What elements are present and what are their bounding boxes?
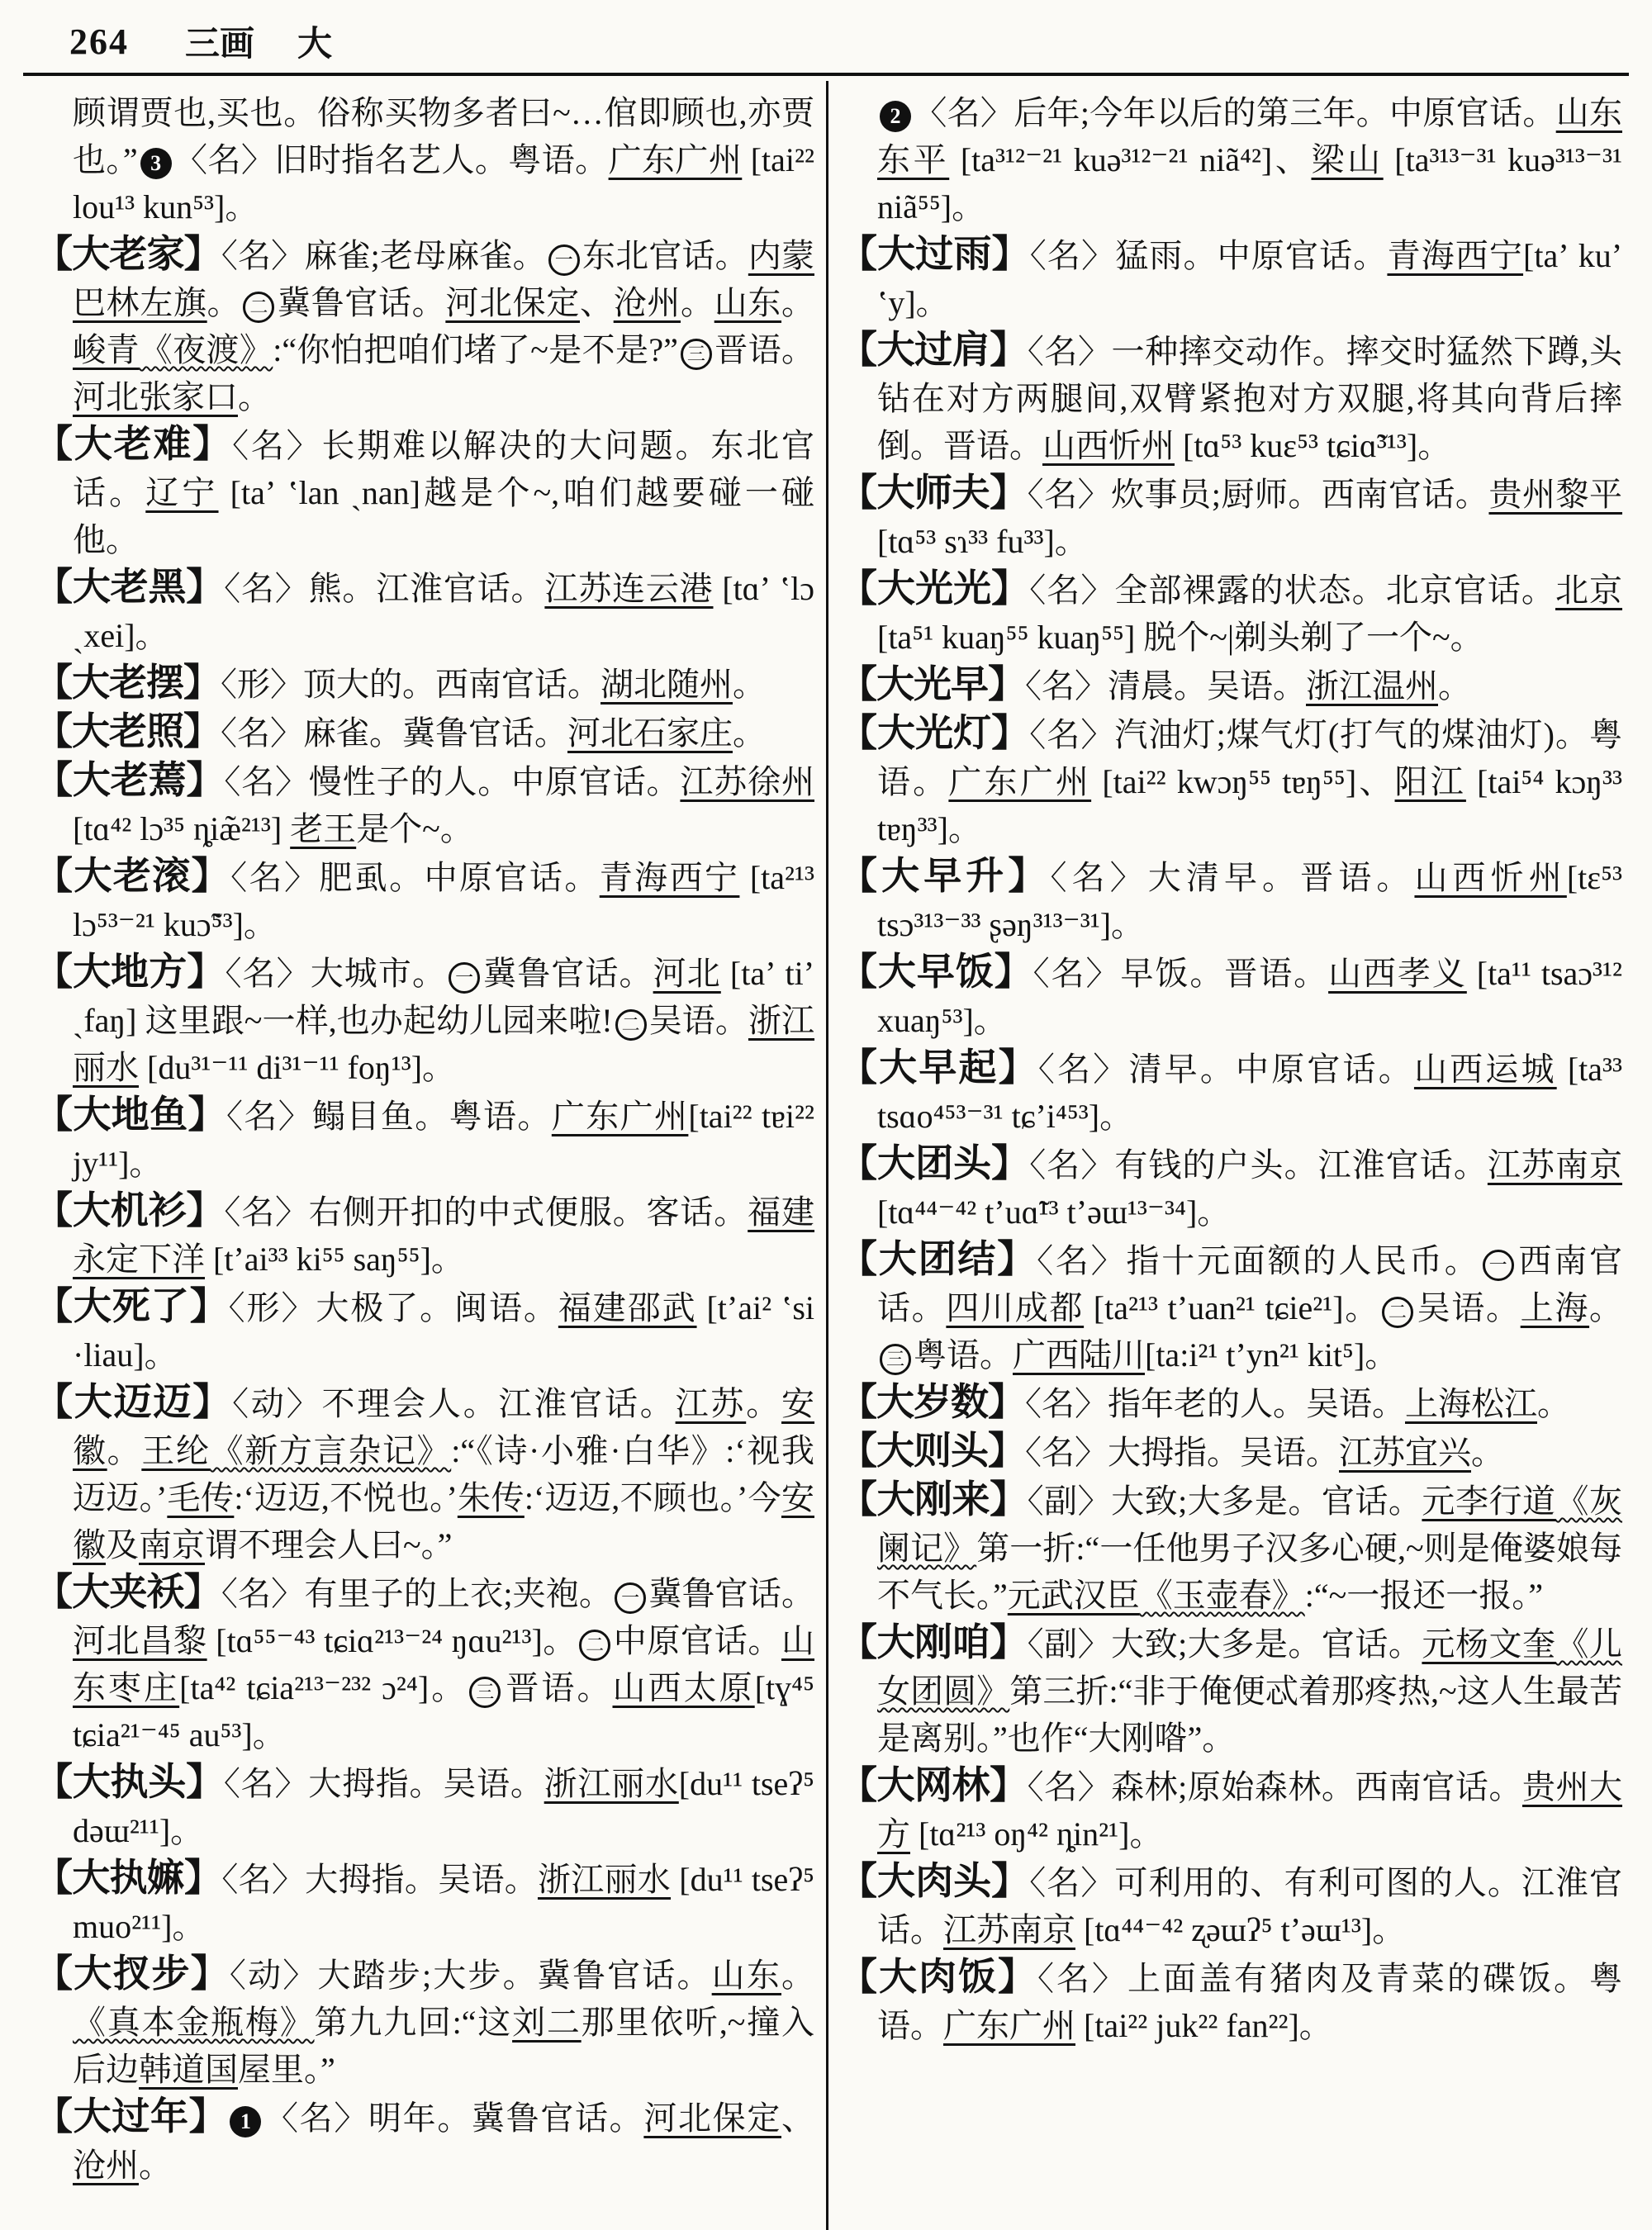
- entry-text: [tɑʼ ʽlɔ ˎxei]。: [73, 570, 815, 654]
- entry-text: 〈副〉大致;大多是。官话。: [1027, 1625, 1422, 1663]
- entry-text: 〈名〉早饭。晋语。: [1032, 955, 1329, 992]
- entry-text: 〈动〉不理会人。江淮官话。: [232, 1385, 676, 1422]
- entry-headword: 【大地鱼】: [35, 1094, 226, 1136]
- proper-name: 四川成都: [946, 1289, 1085, 1326]
- entry-text: [taʼ kuʼ ʽy]。: [877, 237, 1623, 321]
- sense-number-marker: 一: [548, 244, 580, 276]
- dictionary-entry: [839, 1427, 1622, 1476]
- sense-number-badge: 3: [140, 148, 172, 179]
- entry-headword: 【大早升】: [839, 855, 1051, 897]
- entry-text: 〈名〉可利用的、有利可图的人。江淮官话。: [877, 1864, 1623, 1948]
- dictionary-entry: [839, 852, 1622, 948]
- proper-name: 江苏连云港: [544, 570, 714, 607]
- entry-headword: 【大过雨】: [839, 233, 1030, 275]
- proper-name: 沧州: [613, 284, 681, 321]
- entry-headword: 【大光早】: [839, 663, 1025, 705]
- dictionary-entry: [839, 469, 1622, 565]
- entry-headword: 【大早起】: [839, 1046, 1038, 1089]
- dictionary-entry: [35, 1758, 814, 1854]
- dictionary-entry: [839, 1378, 1622, 1427]
- entry-headword: 【大过肩】: [839, 329, 1028, 371]
- entry-text: 〈名〉旧时指名艺人。粤语。: [173, 141, 609, 178]
- entry-text: [ta¹¹ tsaɔ³¹² xuaŋ⁵³]。: [877, 955, 1623, 1039]
- entry-text: [ta⁴² tɕia²¹³⁻²³² ɔ²⁴]。: [179, 1669, 468, 1706]
- entry-text: 〈名〉大拇指。吴语。: [223, 1765, 544, 1802]
- entry-headword: 【大刚咱】: [839, 1621, 1028, 1663]
- dictionary-entry: [35, 1283, 814, 1378]
- book-title: 《新方言杂记》: [210, 1432, 452, 1469]
- dictionary-entry: [839, 661, 1622, 709]
- entry-text: 〈形〉顶大的。西南官话。: [221, 666, 601, 703]
- proper-name: 内蒙巴林左旗: [73, 237, 814, 321]
- entry-text: [ta:i²¹ tʼyn²¹ kit⁵]。: [1145, 1336, 1398, 1374]
- entry-text: 〈名〉肥虱。中原官话。: [230, 859, 600, 896]
- dictionary-entry: [35, 89, 814, 230]
- entry-text: :“你怕把咱们堵了~是不是?”: [273, 331, 678, 368]
- sense-number-marker: 三: [880, 1344, 911, 1375]
- entry-text: 。: [238, 378, 271, 415]
- entry-headword: 【大老难】: [35, 423, 233, 465]
- entry-text: [tɑ⁴⁴⁻⁴² ʐəɯʔ⁵ tʼəɯ¹³]。: [1075, 1911, 1406, 1948]
- entry-text: 是个~。: [356, 810, 473, 847]
- proper-name: 江苏徐州: [680, 763, 815, 800]
- entry-text: 〈名〉鳎目鱼。粤语。: [225, 1098, 552, 1135]
- proper-name: 江苏宜兴: [1339, 1434, 1471, 1471]
- entry-headword: 【大老家】: [35, 233, 221, 275]
- proper-name: 山东枣庄: [73, 1622, 815, 1706]
- entry-text: 。: [681, 284, 714, 321]
- entry-text: 那里依听,~撞入后边: [73, 2004, 815, 2088]
- entry-text: 〈名〉大清早。晋语。: [1050, 859, 1415, 896]
- dictionary-entry: [35, 852, 814, 948]
- entry-headword: 【大死了】: [35, 1285, 229, 1327]
- entry-text: [tɑ⁵³ kuɛ⁵³ tɕiɑ̃³¹³]。: [1175, 427, 1451, 464]
- entry-text: 〈副〉大致;大多是。官话。: [1027, 1483, 1422, 1520]
- proper-name: 青海西宁: [1387, 237, 1524, 274]
- dictionary-entry: [35, 1378, 814, 1568]
- dictionary-entry: [35, 708, 814, 757]
- book-title: 《灰阑记》: [877, 1483, 1623, 1567]
- entry-text: 〈名〉炊事员;厨师。西南官话。: [1027, 476, 1489, 513]
- book-title: 《儿女团圆》: [877, 1625, 1623, 1710]
- entry-text: 〈名〉清早。中原官话。: [1037, 1051, 1414, 1088]
- section-title: 三画: [185, 26, 255, 64]
- page-header: [69, 15, 332, 68]
- proper-name: 王纶: [141, 1432, 211, 1469]
- entry-text: [ta²¹³ tʼuan²¹ tɕie²¹]。: [1084, 1289, 1379, 1326]
- sense-number-marker: 三: [681, 339, 712, 370]
- entry-text: 冀鲁官话。: [277, 284, 446, 321]
- entry-text: 第九九回:“这: [314, 2004, 513, 2041]
- entry-headword: 【大执头】: [35, 1761, 224, 1803]
- entry-text: [taʼ ʽlan ˎnan]越是个~,咱们越要碰一碰他。: [73, 474, 815, 558]
- proper-name: 沧州: [73, 2147, 139, 2184]
- dictionary-entry: [839, 1858, 1622, 1953]
- entry-text: 晋语。: [503, 1669, 613, 1706]
- dictionary-entry: [35, 230, 814, 420]
- entry-text: [tɛ⁵³ tsɔ³¹³⁻³³ ʂəŋ³¹³⁻³¹]。: [877, 859, 1623, 943]
- proper-name: 毛传: [167, 1479, 235, 1516]
- proper-name: 江苏南京: [943, 1911, 1075, 1948]
- sense-number-marker: 二: [579, 1630, 610, 1661]
- radical-title: 大: [297, 26, 333, 64]
- proper-name: 浙江丽水: [537, 1861, 672, 1898]
- entry-headword: 【大刚来】: [839, 1478, 1028, 1521]
- dictionary-entry: [839, 1476, 1622, 1619]
- entry-text: [tai⁵⁴ kɔŋ³³ tɐŋ³³]。: [877, 763, 1622, 847]
- entry-text: :‘迈迈,不悦也。’: [234, 1479, 458, 1516]
- dictionary-entry: [35, 420, 814, 563]
- proper-name: 河北石家庄: [567, 714, 733, 752]
- entry-text: [tʼai² ʽsi ·liau]。: [73, 1289, 815, 1374]
- proper-name: 贵州黎平: [1488, 476, 1623, 513]
- dictionary-entry: [35, 563, 814, 659]
- entry-text: 中原官话。: [613, 1622, 782, 1659]
- entry-text: [tɑ⁴⁴⁻⁴² tʼuɑ̃¹³ tʼəɯ¹³⁻³⁴]。: [877, 1193, 1231, 1231]
- proper-name: 河北张家口: [73, 378, 238, 415]
- proper-name: 广东广州: [948, 763, 1092, 800]
- entry-headword: 【大老摆】: [35, 662, 221, 704]
- proper-name: 浙江丽水: [544, 1765, 679, 1802]
- book-title: 《夜渡》: [139, 331, 273, 368]
- entry-headword: 【大光灯】: [839, 712, 1030, 754]
- sense-number-marker: 三: [469, 1677, 501, 1708]
- sense-number-marker: 一: [1483, 1250, 1514, 1281]
- entry-text: 、: [580, 284, 614, 321]
- entry-text: 〈名〉全部裸露的状态。北京官话。: [1029, 572, 1555, 609]
- proper-name: 上海松江: [1405, 1385, 1537, 1422]
- entry-headword: 【大团结】: [839, 1238, 1037, 1280]
- entry-headword: 【大团头】: [839, 1142, 1030, 1184]
- entry-headword: 【大迈迈】: [35, 1381, 233, 1423]
- dictionary-entry: [839, 565, 1622, 661]
- entry-text: [tɑ⁵⁵⁻⁴³ tɕiɑ²¹³⁻²⁴ ŋɑu²¹³]。: [206, 1622, 577, 1659]
- right-column: [839, 89, 1622, 2049]
- entry-text: 。: [781, 1957, 815, 1994]
- entry-text: 〈名〉麻雀;老母麻雀。: [221, 237, 546, 274]
- dictionary-entry: [839, 1044, 1622, 1140]
- sense-number-marker: 一: [615, 1582, 646, 1614]
- entry-text: 屋里。”: [238, 2051, 335, 2088]
- entry-text: 〈名〉后年;今年以后的第三年。中原官话。: [914, 94, 1556, 131]
- dictionary-entry: [839, 948, 1622, 1044]
- proper-name: 浙江温州: [1306, 667, 1438, 705]
- sense-number-marker: 二: [615, 1009, 647, 1041]
- entry-text: [tai²² tɐi²² jy¹¹]。: [73, 1098, 815, 1182]
- entry-text: 及: [106, 1526, 139, 1563]
- entry-headword: 【大地方】: [35, 951, 225, 993]
- entry-text: 。: [781, 284, 815, 321]
- entry-text: 〈形〉大极了。闽语。: [228, 1289, 558, 1326]
- proper-name: 广东广州: [608, 141, 743, 178]
- book-title: 《玉壶春》: [1139, 1577, 1305, 1614]
- entry-text: 。: [746, 1385, 782, 1422]
- dictionary-entry: [839, 1953, 1622, 2049]
- entry-text: [ta²¹³ lɔ⁵³⁻²¹ kuɔ̃⁵³]。: [73, 859, 815, 943]
- proper-name: 广东广州: [551, 1098, 689, 1135]
- entry-headword: 【大肉饭】: [839, 1956, 1037, 1998]
- entry-text: 〈名〉森林;原始森林。西南官话。: [1027, 1768, 1522, 1805]
- entry-text: :‘迈迈,不顾也。’今: [524, 1479, 781, 1516]
- entry-text: [du³¹⁻¹¹ di³¹⁻¹¹ foŋ¹³]。: [139, 1049, 456, 1086]
- dictionary-entry: [35, 1091, 814, 1187]
- dictionary-entry: [839, 89, 1622, 230]
- entry-text: 〈动〉大踏步;大步。冀鲁官话。: [229, 1957, 712, 1994]
- entry-headword: 【大执嫲】: [35, 1857, 222, 1899]
- dictionary-entry: [35, 1950, 814, 2093]
- proper-name: 朱传: [457, 1479, 525, 1516]
- entry-text: 〈名〉指十元面额的人民币。: [1037, 1242, 1480, 1279]
- entry-text: 〈名〉慢性子的人。中原官话。: [224, 763, 681, 800]
- proper-name: 河北保定: [445, 284, 581, 321]
- entry-text: 〈名〉有里子的上衣;夹袍。: [221, 1575, 613, 1612]
- proper-name: 河北: [653, 955, 721, 992]
- dictionary-entry: [35, 659, 814, 708]
- entry-headword: 【大老蔫】: [35, 759, 225, 801]
- dictionary-entry: [35, 948, 814, 1091]
- entry-text: 〈名〉长期难以解决的大问题。东北官话。: [73, 427, 815, 511]
- entry-headword: 【大老照】: [35, 710, 221, 752]
- entry-text: 冀鲁官话。: [648, 1575, 814, 1612]
- entry-headword: 【大过年】: [35, 2095, 228, 2137]
- entry-text: [tʼai³³ ki⁵⁵ saŋ⁵⁵]。: [205, 1241, 464, 1278]
- proper-name: 福建邵武: [558, 1289, 697, 1326]
- entry-headword: 【大早饭】: [839, 951, 1033, 993]
- proper-name: 元杨文奎: [1422, 1625, 1556, 1663]
- entry-headword: 【大肉头】: [839, 1860, 1030, 1902]
- proper-name: 安徽: [73, 1479, 814, 1563]
- dictionary-entry: [35, 1187, 814, 1283]
- entry-headword: 【大网林】: [839, 1764, 1028, 1806]
- proper-name: 江苏南京: [1487, 1146, 1623, 1184]
- proper-name: 广西陆川: [1013, 1336, 1145, 1374]
- proper-name: 峻青: [73, 331, 140, 368]
- proper-name: 山西孝义: [1328, 955, 1467, 992]
- proper-name: 辽宁: [145, 474, 219, 511]
- entry-text: [tɣ⁴⁵ tɕia²¹⁻⁴⁵ au⁵³]。: [73, 1669, 815, 1753]
- proper-name: 贵州大方: [877, 1768, 1623, 1853]
- entry-text: [tɑ⁴² lɔ³⁵ ȵiæ̃²¹³]: [73, 810, 291, 847]
- dictionary-entry: [839, 1762, 1622, 1858]
- entry-text: [du¹¹ tseʔ⁵ muo²¹¹]。: [73, 1861, 815, 1945]
- dictionary-entry: [35, 1854, 814, 1950]
- proper-name: 浙江丽水: [73, 1002, 815, 1086]
- entry-text: 第一折:“一任他男子汉多心硬,~则是俺婆娘每不气长。”: [877, 1530, 1622, 1614]
- entry-text: [du¹¹ tseʔ⁵ dəɯ²¹¹]。: [73, 1765, 815, 1849]
- entry-text: :“《诗·小雅·白华》:‘视我迈迈。’: [73, 1432, 815, 1516]
- entry-headword: 【大岁数】: [839, 1381, 1025, 1423]
- sense-number-badge: 2: [880, 101, 911, 132]
- entry-headword: 【大夹袄】: [35, 1571, 221, 1613]
- dictionary-entry: [839, 1236, 1622, 1378]
- dictionary-entry: [35, 1568, 814, 1758]
- sense-number-marker: 一: [449, 962, 480, 994]
- proper-name: 福建永定下洋: [73, 1193, 815, 1278]
- book-title: 《真本金瓶梅》: [73, 2004, 315, 2041]
- entry-text: 〈名〉麻雀。冀鲁官话。: [221, 714, 567, 752]
- entry-text: 。: [206, 284, 241, 321]
- entry-text: 〈名〉明年。冀鲁官话。: [263, 2100, 644, 2137]
- entry-text: [tai²² kwɔŋ⁵⁵ tɐŋ⁵⁵]、: [1091, 763, 1395, 800]
- proper-name: 江苏: [675, 1385, 747, 1422]
- entry-headword: 【大机衫】: [35, 1189, 225, 1231]
- proper-name: 山东: [714, 284, 782, 321]
- entry-text: 、: [781, 2100, 815, 2137]
- sense-number-badge: 1: [230, 2106, 261, 2137]
- entry-headword: 【大老滚】: [35, 855, 231, 897]
- entry-text: 。: [1537, 1385, 1570, 1422]
- entry-text: 〈名〉有钱的户头。江淮官话。: [1029, 1146, 1488, 1184]
- proper-name: 南京: [139, 1526, 205, 1563]
- dictionary-entry: [35, 757, 814, 852]
- proper-name: 山西忻州: [1042, 427, 1175, 464]
- header-rule: [23, 73, 1629, 76]
- proper-name: 北京: [1555, 572, 1623, 609]
- proper-name: 韩道国: [139, 2051, 238, 2088]
- entry-headword: 【大则头】: [839, 1430, 1025, 1472]
- entry-text: 〈名〉猛雨。中原官话。: [1029, 237, 1388, 274]
- entry-text: [taʼ tiʼ ˎfaŋ] 这里跟~一样,也办起幼儿园来啦!: [73, 955, 815, 1039]
- proper-name: 元李行道: [1422, 1483, 1556, 1520]
- sense-number-marker: 二: [1382, 1297, 1413, 1328]
- dictionary-entry: [839, 326, 1622, 469]
- proper-name: 刘二: [512, 2004, 582, 2041]
- proper-name: 老王: [290, 810, 357, 847]
- entry-text: 。: [1438, 667, 1471, 705]
- entry-text: 粤语。: [914, 1336, 1013, 1374]
- entry-text: [tɑ²¹³ oŋ⁴² ȵin²¹]。: [910, 1815, 1163, 1853]
- entry-text: 。: [733, 666, 766, 703]
- proper-name: 山东: [711, 1957, 782, 1994]
- entry-text: [ta³³ tsɑo⁴⁵³⁻³¹ tɕʼi⁴⁵³]。: [877, 1051, 1623, 1135]
- proper-name: 元武汉臣: [1007, 1577, 1140, 1614]
- page-number: 264: [69, 21, 129, 62]
- entry-text: 〈名〉清晨。吴语。: [1025, 667, 1306, 705]
- entry-text: 。: [107, 1432, 142, 1469]
- entry-text: 。: [1471, 1434, 1504, 1471]
- entry-text: 。: [733, 714, 766, 752]
- column-divider: [826, 81, 828, 2230]
- entry-headword: 【大扠步】: [35, 1952, 230, 1995]
- dictionary-entry: [839, 230, 1622, 326]
- entry-text: 〈名〉右侧开扣的中式便服。客话。: [224, 1193, 748, 1231]
- proper-name: 湖北随州: [601, 666, 733, 703]
- proper-name: 梁山: [1311, 141, 1384, 178]
- dictionary-entry: [35, 2093, 814, 2189]
- proper-name: 上海: [1520, 1289, 1590, 1326]
- proper-name: 安徽: [73, 1385, 815, 1469]
- entry-text: [ta³¹³⁻³¹ kuə³¹³⁻³¹ niã⁵⁵]。: [877, 141, 1623, 225]
- entry-headword: 【大师夫】: [839, 472, 1028, 514]
- entry-text: 顾谓贾也,买也。俗称买物多者曰~…倌即顾也,亦贾也。”: [73, 94, 814, 178]
- dictionary-entry: [839, 709, 1622, 852]
- proper-name: 阳江: [1394, 763, 1466, 800]
- entry-text: 晋语。: [714, 331, 815, 368]
- proper-name: 山西运城: [1413, 1051, 1557, 1088]
- entry-text: 〈名〉大拇指。吴语。: [221, 1861, 538, 1898]
- entry-text: 冀鲁官话。: [482, 955, 653, 992]
- entry-text: [ta⁵¹ kuaŋ⁵⁵ kuaŋ⁵⁵] 脱个~|剃头剃了一个~。: [877, 619, 1483, 656]
- left-column: [35, 89, 814, 2189]
- entry-text: [tai²² juk²² fan²²]。: [1075, 2007, 1332, 2044]
- entry-headword: 【大老黑】: [35, 566, 225, 608]
- entry-text: 吴语。: [1415, 1289, 1521, 1326]
- entry-text: 〈名〉大城市。: [225, 955, 447, 992]
- entry-text: 。: [139, 2147, 172, 2184]
- entry-text: 吴语。: [648, 1002, 748, 1039]
- entry-text: 东北官话。: [582, 237, 748, 274]
- entry-text: 〈名〉指年老的人。吴语。: [1025, 1385, 1405, 1422]
- entry-text: :“~一报还一报。”: [1304, 1577, 1544, 1614]
- entry-headword: 【大光光】: [839, 567, 1030, 610]
- proper-name: 山东东平: [877, 94, 1622, 178]
- entry-text: 〈名〉大拇指。吴语。: [1025, 1434, 1339, 1471]
- sense-number-marker: 二: [243, 292, 274, 323]
- entry-text: 〈名〉熊。江淮官话。: [224, 570, 545, 607]
- entry-text: 〈名〉上面盖有猪肉及青菜的碟饭。粤语。: [877, 1960, 1622, 2044]
- entry-text: [tai²² lou¹³ kun⁵³]。: [73, 141, 814, 225]
- entry-text: [tɑ⁵³ sɿ³³ fu³³]。: [877, 523, 1088, 560]
- dictionary-entry: [839, 1140, 1622, 1236]
- proper-name: 广东广州: [943, 2007, 1075, 2044]
- entry-text: [ta³¹²⁻²¹ kuə³¹²⁻²¹ niã⁴²]、: [949, 141, 1312, 178]
- proper-name: 青海西宁: [599, 859, 740, 896]
- entry-text: 第三折:“非于俺便忒着那疼热,~这人生最苦是离别。”也作“大刚喒”。: [877, 1672, 1623, 1757]
- entry-text: 。: [1589, 1289, 1623, 1326]
- proper-name: 河北保定: [643, 2100, 782, 2137]
- dictionary-entry: [839, 1619, 1622, 1762]
- proper-name: 山西忻州: [1414, 859, 1567, 896]
- proper-name: 河北昌黎: [73, 1622, 207, 1659]
- entry-text: 〈名〉一种摔交动作。摔交时猛然下蹲,头钻在对方两腿间,双臂紧抱对方双腿,将其向背后摔倒。晋语。: [877, 333, 1623, 464]
- entry-text: 西南官话。: [877, 1242, 1623, 1326]
- proper-name: 山西太原: [612, 1669, 755, 1706]
- entry-text: 〈名〉汽油灯;煤气灯(打气的煤油灯)。粤语。: [877, 716, 1622, 800]
- entry-text: 谓不理会人曰~。”: [205, 1526, 453, 1563]
